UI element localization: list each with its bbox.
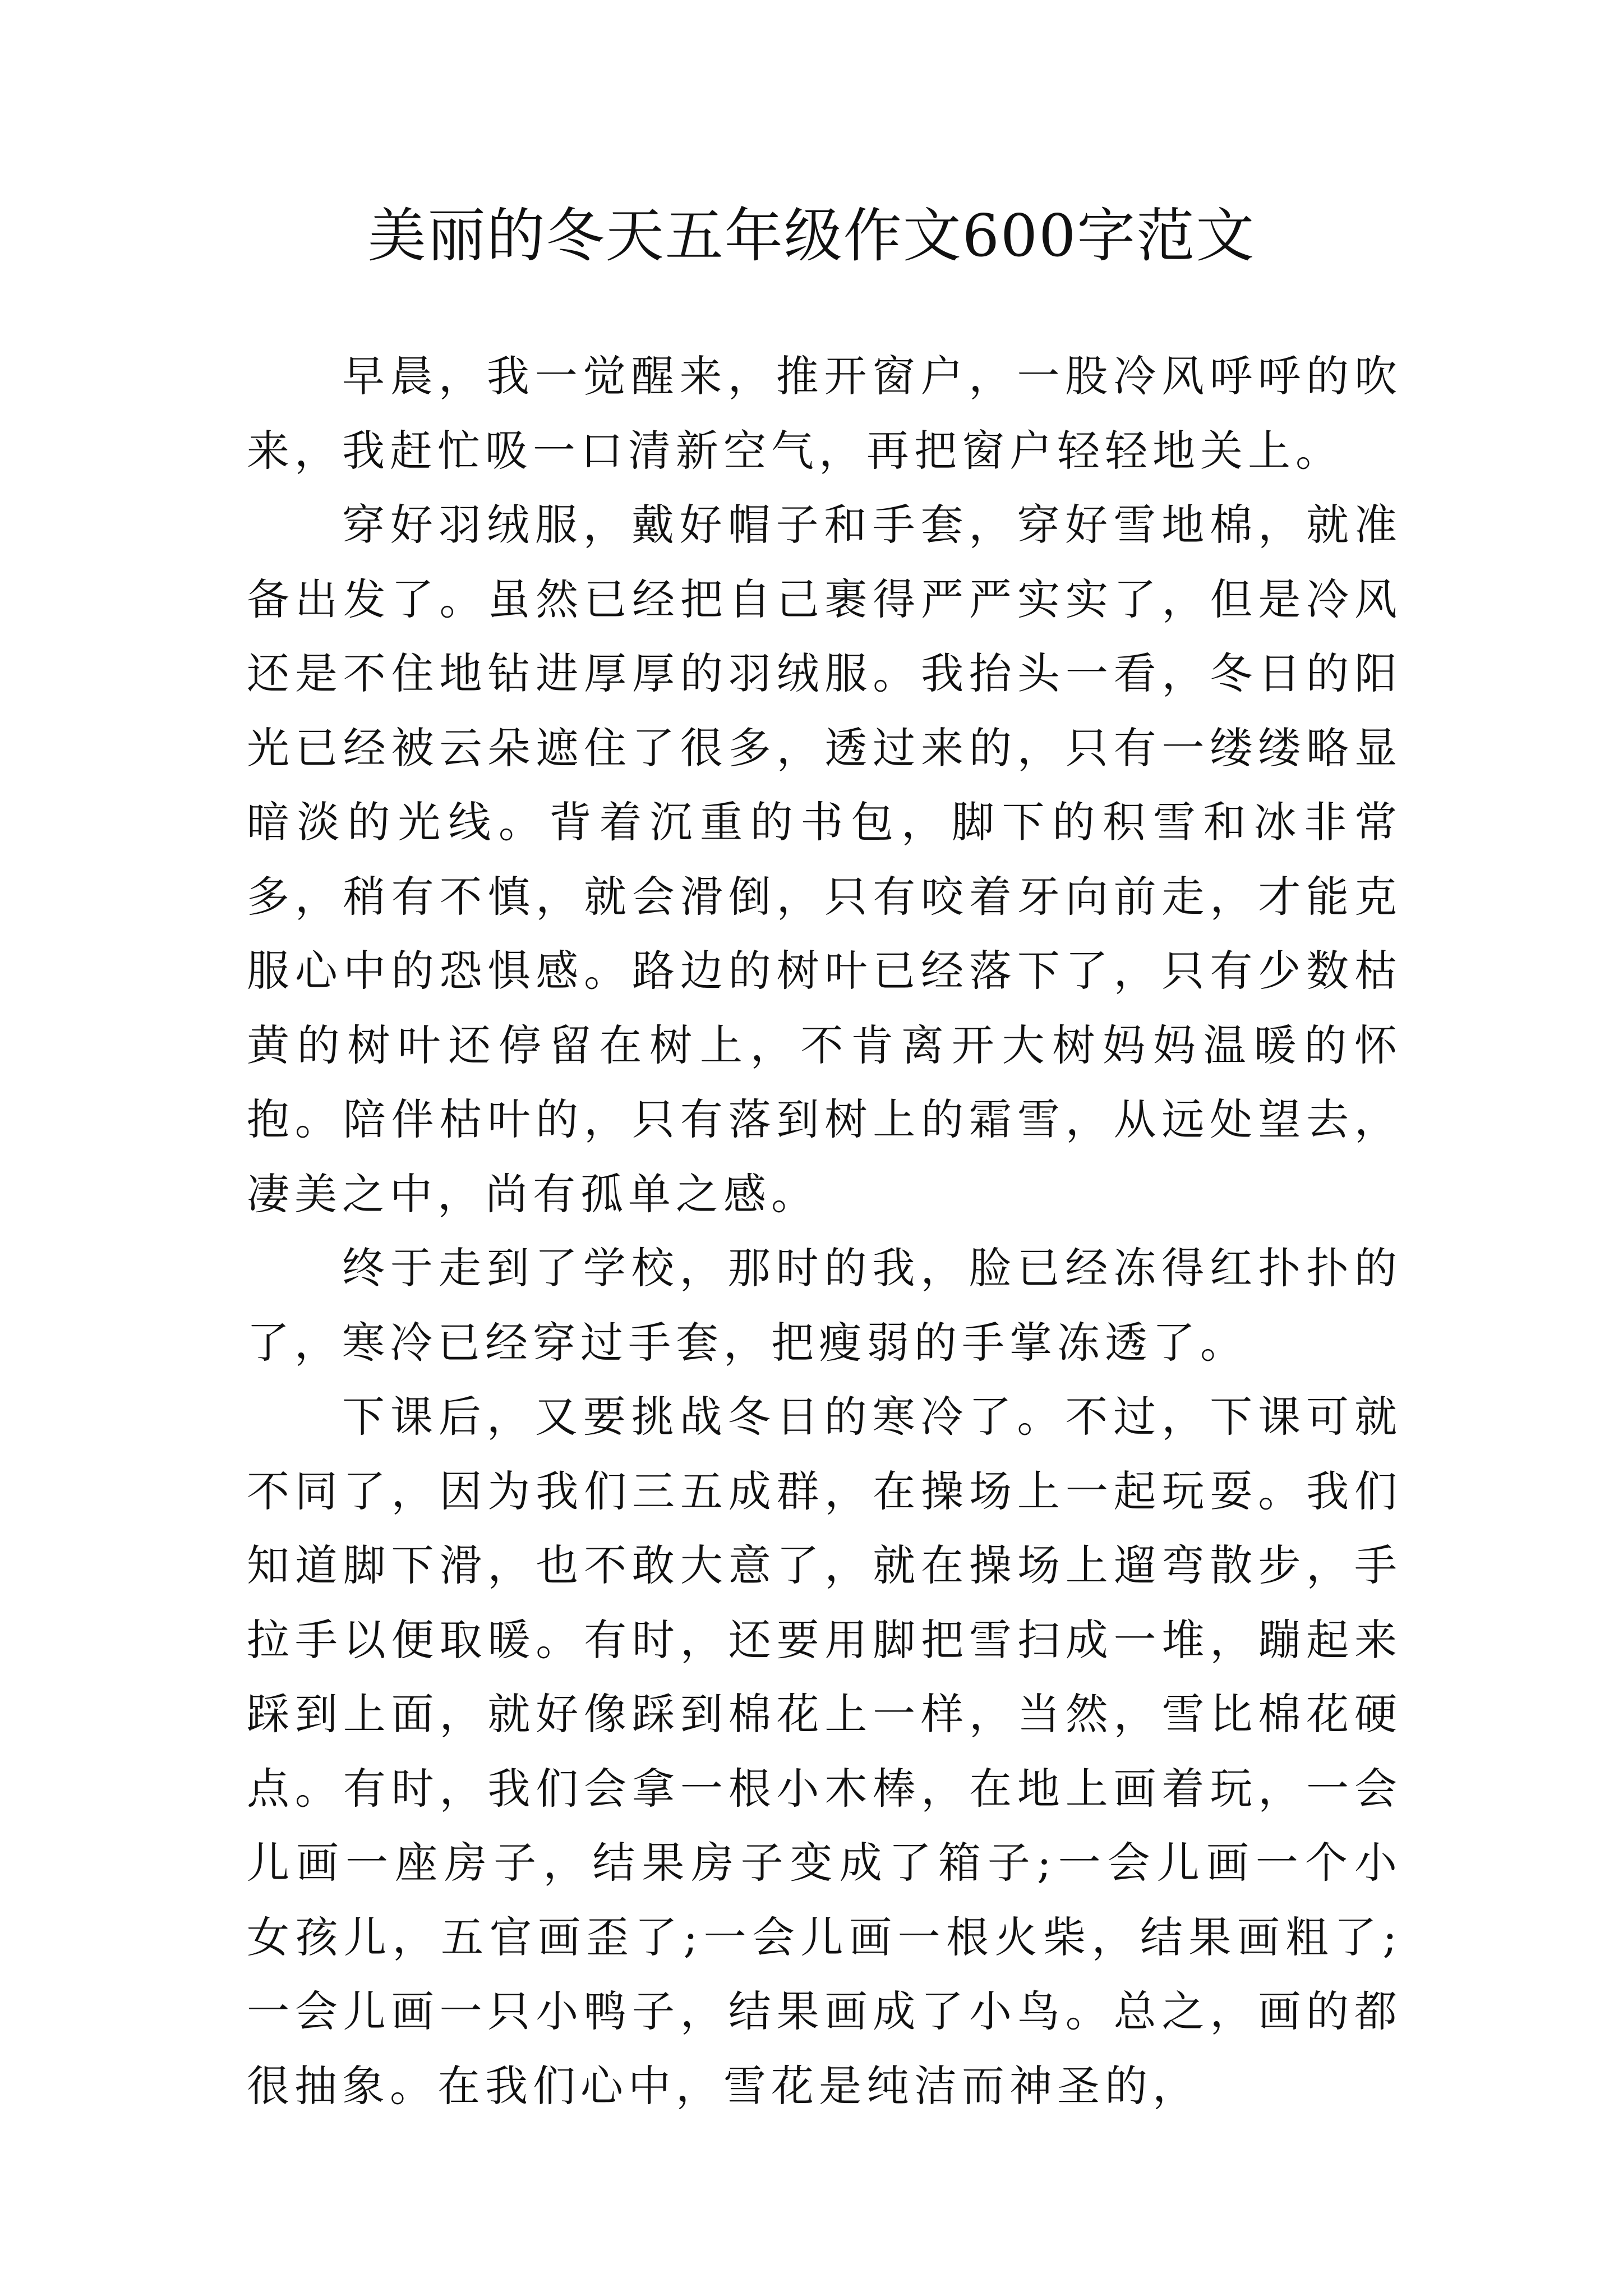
paragraph: 早晨，我一觉醒来，推开窗户，一股冷风呼呼的吹来，我赶忙吸一口清新空气，再把窗户轻轻地关上。 — [247, 351, 1402, 476]
paragraph: 终于走到了学校，那时的我，脸已经冻得红扑扑的了，寒冷已经穿过手套，把瘦弱的手掌冻透了。 — [247, 1243, 1402, 1368]
document-body — [247, 339, 1402, 2123]
paragraph: 下课后，又要挑战冬日的寒冷了。不过，下课可就不同了，因为我们三五成群，在操场上一起玩耍。我们知道脚下滑，也不敢大意了，就在操场上遛弯散步，手拉手以便取暖。有时，还要用脚把雪扫成一堆，蹦起来踩到上面，就好像踩到棉花上一样，当然，雪比棉花硬点。有时，我们会拿一根小木棒，在地上画着玩，一会儿画一座房子，结果房子变成了箱子;一会儿画一个小女孩儿，五官画歪了;一会儿画一根火柴，结果画粗了;一会儿画一只小鸭子，结果画成了小鸟。总之，画的都很抽象。在我们心中，雪花是纯洁而神圣的， — [247, 1392, 1402, 2111]
paragraph: 穿好羽绒服，戴好帽子和手套，穿好雪地棉，就准备出发了。虽然已经把自己裹得严严实实了，但是冷风还是不住地钻进厚厚的羽绒服。我抬头一看，冬日的阳光已经被云朵遮住了很多，透过来的，只有一缕缕略显暗淡的光线。背着沉重的书包，脚下的积雪和冰非常多，稍有不慎，就会滑倒，只有咬着牙向前走，才能克服心中的恐惧感。路边的树叶已经落下了，只有少数枯黄的树叶还停留在树上，不肯离开大树妈妈温暖的怀抱。陪伴枯叶的，只有落到树上的霜雪，从远处望去，凄美之中，尚有孤单之感。 — [247, 500, 1402, 1219]
document-title: 美丽的冬天五年级作文600字范文 — [367, 201, 1256, 270]
